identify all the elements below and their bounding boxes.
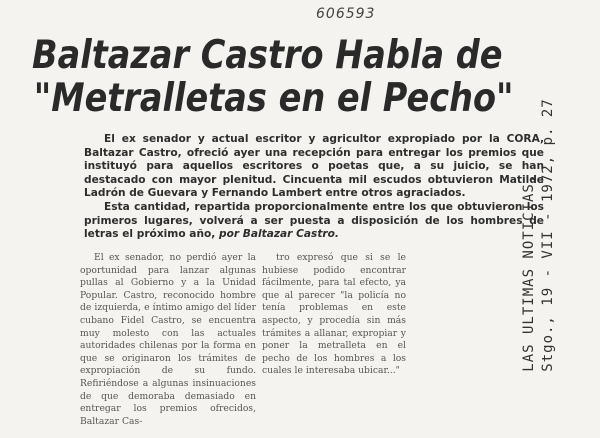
body-column-1 <box>80 252 256 428</box>
archive-code: 606593 <box>316 6 376 22</box>
lead-paragraph-2 <box>84 201 544 242</box>
body-column-1-text: El ex senador, no perdió ayer la oportunidad para lanzar algunas pullas al Gobierno y a la Unidad Popular. Castro, reconocido hombre de izquierda, e íntimo amigo del líder cubano Fidel Castro, se encuentra muy molesto con las actuales autoridades chilenas por la forma en que se originaron los trámites de expropiación de su fundo. Refiriéndose a algunas insinuaciones de que demoraba demasiado en entregar los premios ofrecidos, Baltazar Cas- <box>80 252 256 427</box>
lead-byline: por Baltazar Castro. <box>219 228 339 241</box>
body-column-2-text: tro expresó que si se le hubiese podido encontrar fácilmente, para tal efecto, ya que al parecer "la policía no tenía problemas en este aspecto, y procedía sin más trámites a allanar, expropiar y poner la metralleta en el pecho de los hombres a los cuales le interesaba ubicar..." <box>262 252 406 377</box>
handwritten-source-line-1: LAS ULTIMAS NOTICIAS, <box>521 173 537 372</box>
lead-text <box>84 133 544 242</box>
headline-line-2: "Metralletas en el Pecho" <box>33 76 514 121</box>
handwritten-source-line-2: Stgo., 19 - VII - 1972, p. 27 <box>540 98 556 372</box>
lead-paragraph-2-text: Esta cantidad, repartida proporcionalmente entre los que obtuvieron los primeros lugares, volverá a ser puesta a disposición de los hombres de letras el próximo año, <box>84 200 544 241</box>
headline <box>32 33 514 121</box>
headline-line-1: Baltazar Castro Habla de <box>32 33 503 78</box>
body-column-2 <box>262 252 406 378</box>
lead-paragraph-1: El ex senador y actual escritor y agricultor expropiado por la CORA, Baltazar Castro, ofreció ayer una recepción para entregar los premios que instituyó para aquellos escritores o poetas que, a su juicio, se han destacado con mayor plenitud. Cincuenta mil escudos obtuvieron Matilde Ladrón de Guevara y Fernando Lambert entre otros agraciados. <box>84 133 544 200</box>
handwritten-source-note <box>520 98 558 371</box>
